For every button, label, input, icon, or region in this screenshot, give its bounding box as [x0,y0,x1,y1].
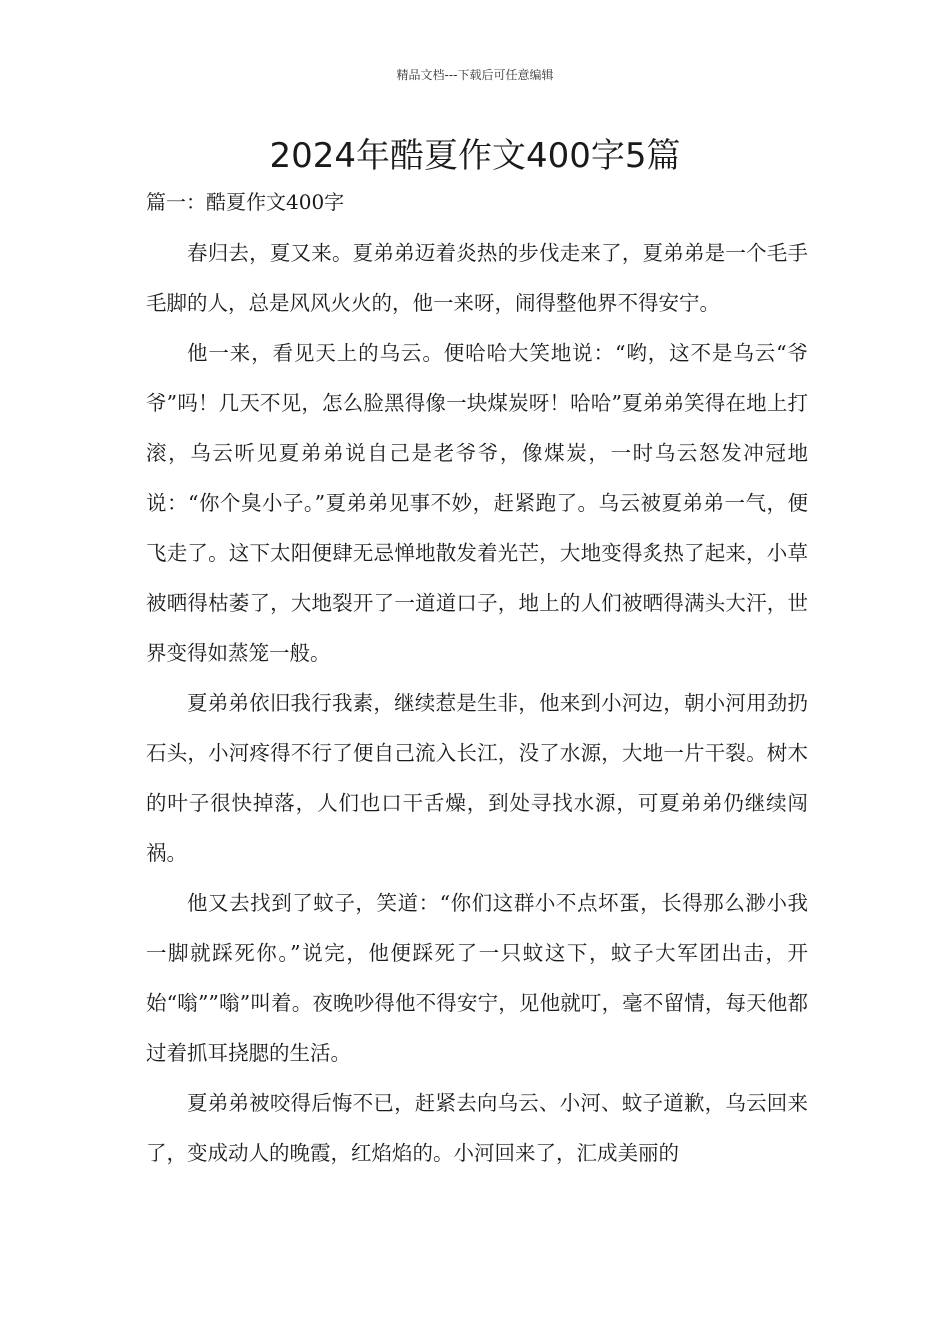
document-title: 2024年酷夏作文400字5篇 [269,136,681,176]
paragraph: 他又去找到了蚊子，笑道：“你们这群小不点坏蛋，长得那么渺小我一脚就踩死你。”说完，他便踩死了一只蚊这下，蚊子大军团出击，开始“嗡””嗡”叫着。夜晚吵得他不得安宁，见他就叮，毫不留情，每天他都过着抓耳挠腮的生活。 [146,891,808,1065]
paragraph: 春归去，夏又来。夏弟弟迈着炎热的步伐走来了，夏弟弟是一个毛手毛脚的人，总是风风火火的，他一来呀，闹得整他界不得安宁。 [146,241,808,315]
paragraph: 夏弟弟依旧我行我素，继续惹是生非，他来到小河边，朝小河用劲扔石头，小河疼得不行了便自己流入长江，没了水源，大地一片干裂。树木的叶子很快掉落，人们也口干舌燥，到处寻找水源，可夏弟弟仍继续闯祸。 [146,691,808,865]
paragraph: 他一来，看见天上的乌云。便哈哈大笑地说：“哟，这不是乌云“爷爷”吗！几天不见，怎么脸黑得像一块煤炭呀！哈哈”夏弟弟笑得在地上打滚，乌云听见夏弟弟说自己是老爷爷，像煤炭，一时乌云怒发冲冠地说：“你个臭小子。”夏弟弟见事不妙，赶紧跑了。乌云被夏弟弟一气，便飞走了。这下太阳便肆无忌惮地散发着光芒，大地变得炙热了起来，小草被晒得枯萎了，大地裂开了一道道口子，地上的人们被晒得满头大汗，世界变得如蒸笼一般。 [146,341,808,665]
article-body [146,228,808,1178]
section-heading: 篇一：酷夏作文400字 [146,190,345,214]
header-note: 精品文档---下载后可任意编辑 [396,68,554,82]
paragraph: 夏弟弟被咬得后悔不已，赶紧去向乌云、小河、蚊子道歉，乌云回来了，变成动人的晚霞，红焰焰的。小河回来了，汇成美丽的 [146,1091,808,1165]
